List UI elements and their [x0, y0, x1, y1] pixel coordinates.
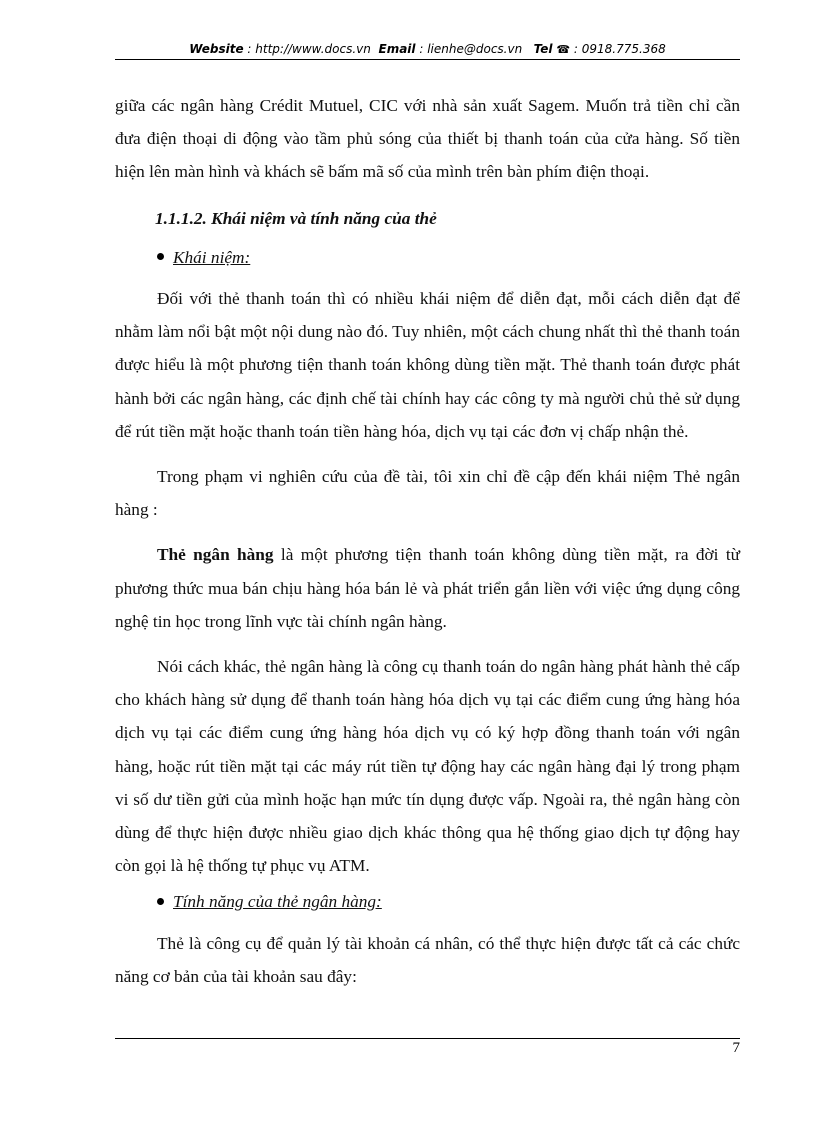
bank-card-term: Thẻ ngân hàng: [157, 545, 274, 565]
document-body: [115, 89, 740, 993]
email-value: : lienhe@docs.vn: [419, 42, 523, 56]
section-heading: 1.1.1.2. Khái niệm và tính năng của thẻ: [155, 208, 437, 228]
bullet-item-features: [115, 885, 740, 918]
website-label: Website: [189, 42, 244, 56]
bullet-icon: [157, 253, 164, 260]
paragraph-definition: Đối với thẻ thanh toán thì có nhiều khái niệm để diễn đạt, mỗi cách diễn đạt để nhằm làm nổi bật một nội dung nào đó. Tuy nhiên, một cách chung nhất thì thẻ thanh toán được hiểu là một phương tiện thanh toán không dùng tiền mặt. Thẻ thanh toán được phát hành bởi các ngân hàng, các định chế tài chính hay các công ty mà người chủ thẻ sử dụng để rút tiền mặt hoặc thanh toán tiền hàng hóa, dịch vụ tại các đơn vị chấp nhận thẻ.: [115, 289, 740, 441]
paragraph-other-words: Nói cách khác, thẻ ngân hàng là công cụ thanh toán do ngân hàng phát hành thẻ cấp cho khách hàng sử dụng để thanh toán hàng hóa dịch vụ tại các điểm cung ứng hàng hóa dịch vụ tại các điểm cung ứng hàng hóa dịch vụ có ký hợp đồng thanh toán với ngân hàng, hoặc rút tiền mặt tại các máy rút tiền tự động hay các ngân hàng đại lý trong phạm vi số dư tiền gửi của mình hoặc hạn mức tín dụng được vấp. Ngoài ra, thẻ ngân hàng còn dùng để thực hiện được nhiều giao dịch khác thông qua hệ thống giao dịch tự động hay còn gọi là hệ thống tự phục vụ ATM.: [115, 657, 740, 876]
page-header: [115, 42, 740, 60]
tel-label: Tel: [533, 42, 553, 56]
bullet-icon: [157, 898, 164, 905]
bullet-label: Khái niệm:: [173, 247, 251, 267]
website-value: : http://www.docs.vn: [247, 42, 371, 56]
tel-value: : 0918.775.368: [573, 42, 666, 56]
paragraph-features: Thẻ là công cụ để quản lý tài khoản cá nhân, có thể thực hiện được tất cả các chức năng cơ bản của tài khoản sau đây:: [115, 933, 740, 986]
bank-card-definition: là một phương tiện thanh toán không dùng tiền mặt, ra đời từ phương thức mua bán chịu hàng hóa bán lẻ và phát triển gắn liền với việc ứng dụng công nghệ tin học trong lĩnh vực tài chính ngân hàng.: [115, 545, 740, 631]
email-label: Email: [378, 42, 416, 56]
footer-rule: [115, 1038, 740, 1039]
paragraph-continuation: giữa các ngân hàng Crédit Mutuel, CIC với nhà sản xuất Sagem. Muốn trả tiền chỉ cần đưa điện thoại di động vào tầm phủ sóng của thiết bị thanh toán của cửa hàng. Số tiền hiện lên màn hình và khách sẽ bấm mã số của mình trên bàn phím điện thoại.: [115, 96, 740, 182]
bullet-item-concept: [115, 241, 740, 274]
page-number: 7: [732, 1040, 740, 1056]
paragraph-scope: Trong phạm vi nghiên cứu của đề tài, tôi xin chỉ đề cập đến khái niệm Thẻ ngân hàng :: [115, 467, 740, 520]
header-rule: [115, 59, 740, 60]
bullet-label: Tính năng của thẻ ngân hàng:: [173, 892, 382, 912]
paragraph-bank-card: [115, 538, 740, 638]
phone-icon: ☎: [556, 43, 571, 56]
